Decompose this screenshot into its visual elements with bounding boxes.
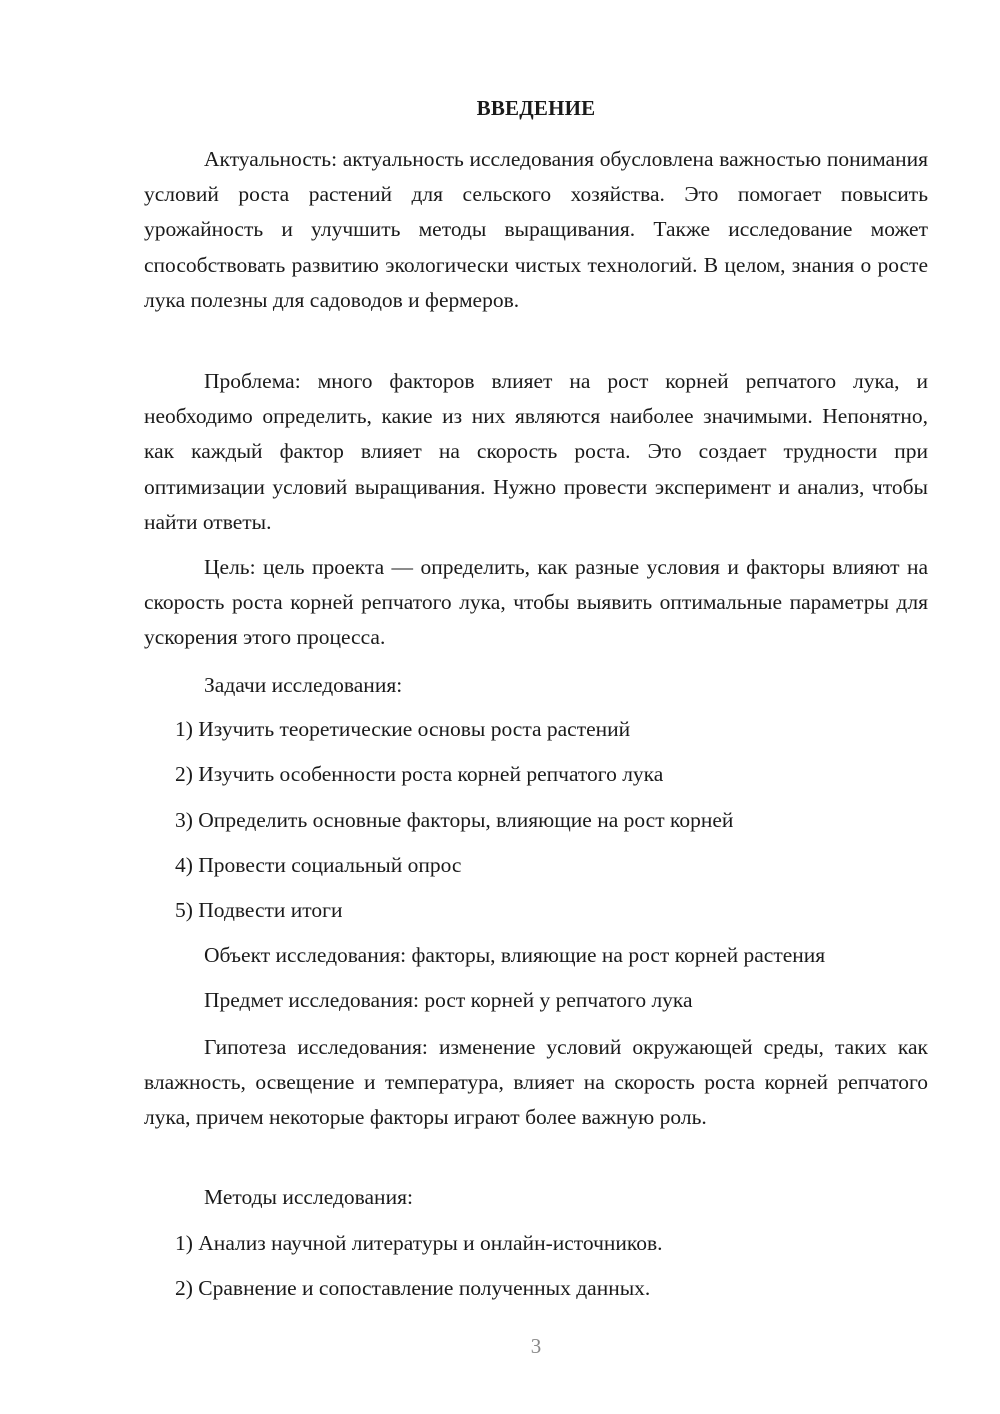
page-number: 3 xyxy=(530,1334,542,1358)
task-item: 1) Изучить теоретические основы роста растений xyxy=(175,717,631,741)
paragraph-hypothesis: Гипотеза исследования: изменение условий окружающей среды, таких как влажность, освещение и температура, влияет на скорость роста корней репчатого лука, причем некоторые факторы играют более важную роль. xyxy=(144,1035,928,1130)
methods-heading: Методы исследования: xyxy=(204,1185,413,1209)
tasks-heading: Задачи исследования: xyxy=(204,673,403,697)
method-item: 1) Анализ научной литературы и онлайн-источников. xyxy=(175,1231,663,1255)
research-subject: Предмет исследования: рост корней у репчатого лука xyxy=(204,988,693,1012)
task-item: 3) Определить основные факторы, влияющие на рост корней xyxy=(175,808,734,832)
paragraph-goal: Цель: цель проекта — определить, как разные условия и факторы влияют на скорость роста корней репчатого лука, чтобы выявить оптимальные параметры для ускорения этого процесса. xyxy=(144,555,928,650)
research-object: Объект исследования: факторы, влияющие на рост корней растения xyxy=(204,943,826,967)
method-item: 2) Сравнение и сопоставление полученных данных. xyxy=(175,1276,651,1300)
page-title: ВВЕДЕНИЕ xyxy=(476,96,596,120)
paragraph-problem: Проблема: много факторов влияет на рост корней репчатого лука, и необходимо определить, какие из них являются наиболее значимыми. Непонятно, как каждый фактор влияет на скорость роста. Это создает трудности при оптимизации условий выращивания. Нужно провести эксперимент и анализ, чтобы найти ответы. xyxy=(144,369,928,534)
task-item: 4) Провести социальный опрос xyxy=(175,853,462,877)
task-item: 5) Подвести итоги xyxy=(175,898,343,922)
paragraph-relevance: Актуальность: актуальность исследования обусловлена важностью понимания условий роста растений для сельского хозяйства. Это помогает повысить урожайность и улучшить методы выращивания. Также исследование может способствовать развитию экологически чистых технологий. В целом, знания о росте лука полезны для садоводов и фермеров. xyxy=(144,147,928,312)
task-item: 2) Изучить особенности роста корней репчатого лука xyxy=(175,762,664,786)
